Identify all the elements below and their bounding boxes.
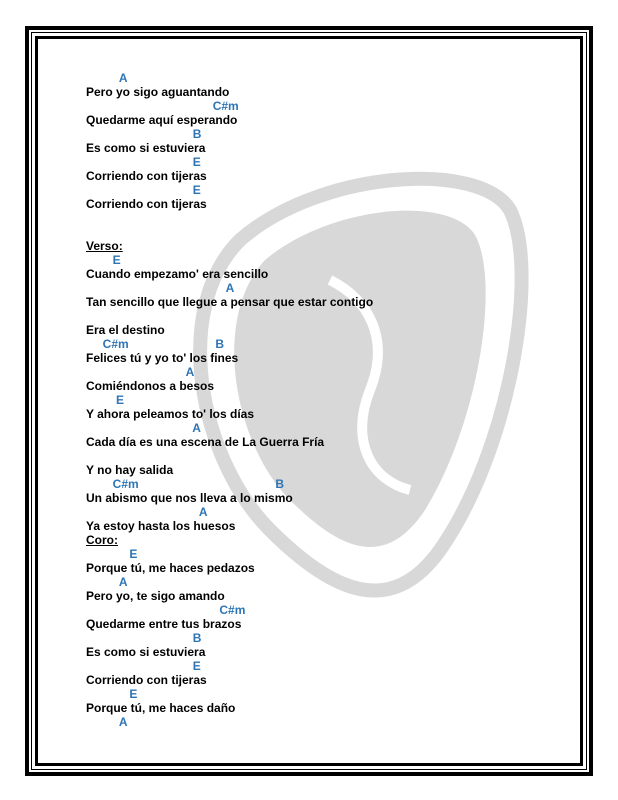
chord-line: E <box>86 393 125 407</box>
lyric-line: Comiéndonos a besos <box>86 379 215 393</box>
chord-line: E <box>86 659 201 673</box>
lyric-line: Porque tú, me haces daño <box>86 701 236 715</box>
lyric-line: Es como si estuviera <box>86 645 206 659</box>
chord-line: C#m <box>86 603 246 617</box>
chord-line: A <box>86 505 208 519</box>
guitar-pick-watermark-icon <box>180 150 540 610</box>
lyric-line: Ya estoy hasta los huesos <box>86 519 236 533</box>
lyric-line: Era el destino <box>86 323 165 337</box>
chord-line: C#m B <box>86 477 285 491</box>
lyric-line: Quedarme entre tus brazos <box>86 617 242 631</box>
lyric-line: Y no hay salida <box>86 463 174 477</box>
lyric-line: Cuando empezamo' era sencillo <box>86 267 269 281</box>
lyric-line: Y ahora peleamos to' los días <box>86 407 255 421</box>
lyric-line: Corriendo con tijeras <box>86 673 207 687</box>
chord-line: A <box>86 71 128 85</box>
chord-line: A <box>86 365 195 379</box>
lyric-line: Un abismo que nos lleva a lo mismo <box>86 491 293 505</box>
section-label: Verso: <box>86 239 123 253</box>
lyric-line: Quedarme aquí esperando <box>86 113 238 127</box>
chord-line: A <box>86 281 235 295</box>
chord-line: E <box>86 155 201 169</box>
lyric-line: Felices tú y yo to' los fines <box>86 351 239 365</box>
chord-line: B <box>86 127 202 141</box>
chord-line: C#m <box>86 99 239 113</box>
lyric-line: Corriendo con tijeras <box>86 197 207 211</box>
lyric-line: Pero yo sigo aguantando <box>86 85 230 99</box>
lyric-line: Es como si estuviera <box>86 141 206 155</box>
chord-line: E <box>86 547 138 561</box>
lyric-line: Tan sencillo que llegue a pensar que estar contigo <box>86 295 374 309</box>
lyric-line: Cada día es una escena de La Guerra Fría <box>86 435 325 449</box>
lyric-line: Pero yo, te sigo amando <box>86 589 225 603</box>
chord-line: E <box>86 687 138 701</box>
chord-line: E <box>86 253 121 267</box>
chord-line: A <box>86 421 201 435</box>
lyric-line: Porque tú, me haces pedazos <box>86 561 255 575</box>
section-label: Coro: <box>86 533 118 547</box>
chord-line: A <box>86 575 128 589</box>
chord-line: B <box>86 631 202 645</box>
chord-line: E <box>86 183 201 197</box>
chord-line: A <box>86 715 128 729</box>
chord-line: C#m B <box>86 337 225 351</box>
lyric-line: Corriendo con tijeras <box>86 169 207 183</box>
